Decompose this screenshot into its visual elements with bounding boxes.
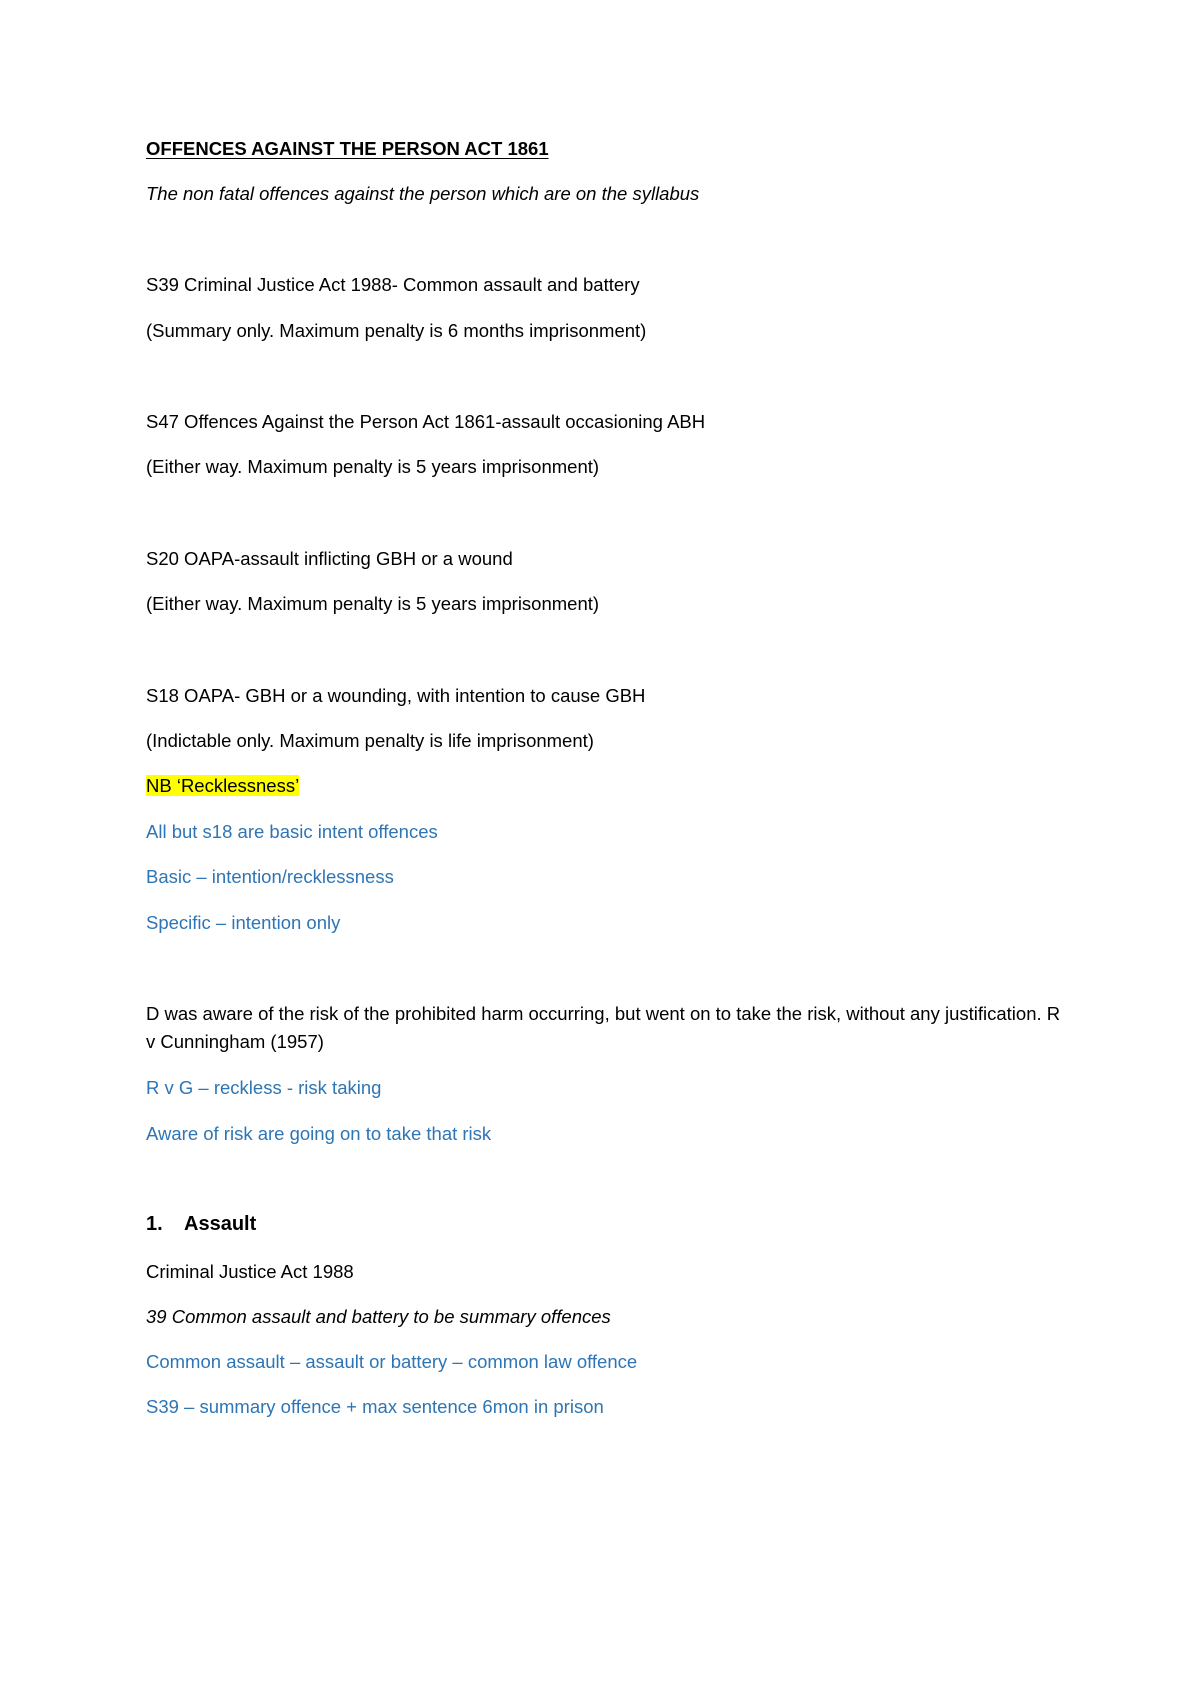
s39-penalty-line: (Summary only. Maximum penalty is 6 months imprisonment)	[146, 320, 647, 341]
specific-definition-note: Specific – intention only	[146, 912, 341, 933]
aware-of-risk-note: Aware of risk are going on to take that risk	[146, 1123, 492, 1144]
section-number: 1.	[146, 1213, 163, 1235]
document-subtitle: The non fatal offences against the person which are on the syllabus	[146, 183, 700, 204]
s18-penalty-line: (Indictable only. Maximum penalty is life imprisonment)	[146, 730, 594, 751]
document-title: OFFENCES AGAINST THE PERSON ACT 1861	[146, 138, 549, 159]
rvg-note: R v G – reckless - risk taking	[146, 1077, 382, 1098]
s47-penalty-line: (Either way. Maximum penalty is 5 years imprisonment)	[146, 456, 600, 477]
s39-italic-line: 39 Common assault and battery to be summary offences	[146, 1306, 611, 1327]
section-assault-heading	[146, 1209, 256, 1239]
s47-heading-line: S47 Offences Against the Person Act 1861-assault occasioning ABH	[146, 411, 706, 432]
s18-heading-line: S18 OAPA- GBH or a wounding, with intention to cause GBH	[146, 685, 646, 706]
cja-line: Criminal Justice Act 1988	[146, 1261, 354, 1282]
s39-summary-note: S39 – summary offence + max sentence 6mon in prison	[146, 1396, 604, 1417]
s39-heading-line: S39 Criminal Justice Act 1988- Common assault and battery	[146, 274, 640, 295]
section-title: Assault	[184, 1213, 257, 1235]
s20-heading-line: S20 OAPA-assault inflicting GBH or a wound	[146, 548, 513, 569]
nb-note-line	[146, 772, 299, 800]
basic-definition-note: Basic – intention/recklessness	[146, 866, 394, 887]
nb-recklessness-highlight: NB ‘Recklessness’	[146, 775, 300, 796]
s20-penalty-line: (Either way. Maximum penalty is 5 years imprisonment)	[146, 593, 600, 614]
basic-intent-note: All but s18 are basic intent offences	[146, 821, 438, 842]
cunningham-paragraph: D was aware of the risk of the prohibited harm occurring, but went on to take the risk, without any justification. R v Cunningham (1957)	[146, 1003, 1061, 1052]
common-assault-note: Common assault – assault or battery – common law offence	[146, 1351, 638, 1372]
